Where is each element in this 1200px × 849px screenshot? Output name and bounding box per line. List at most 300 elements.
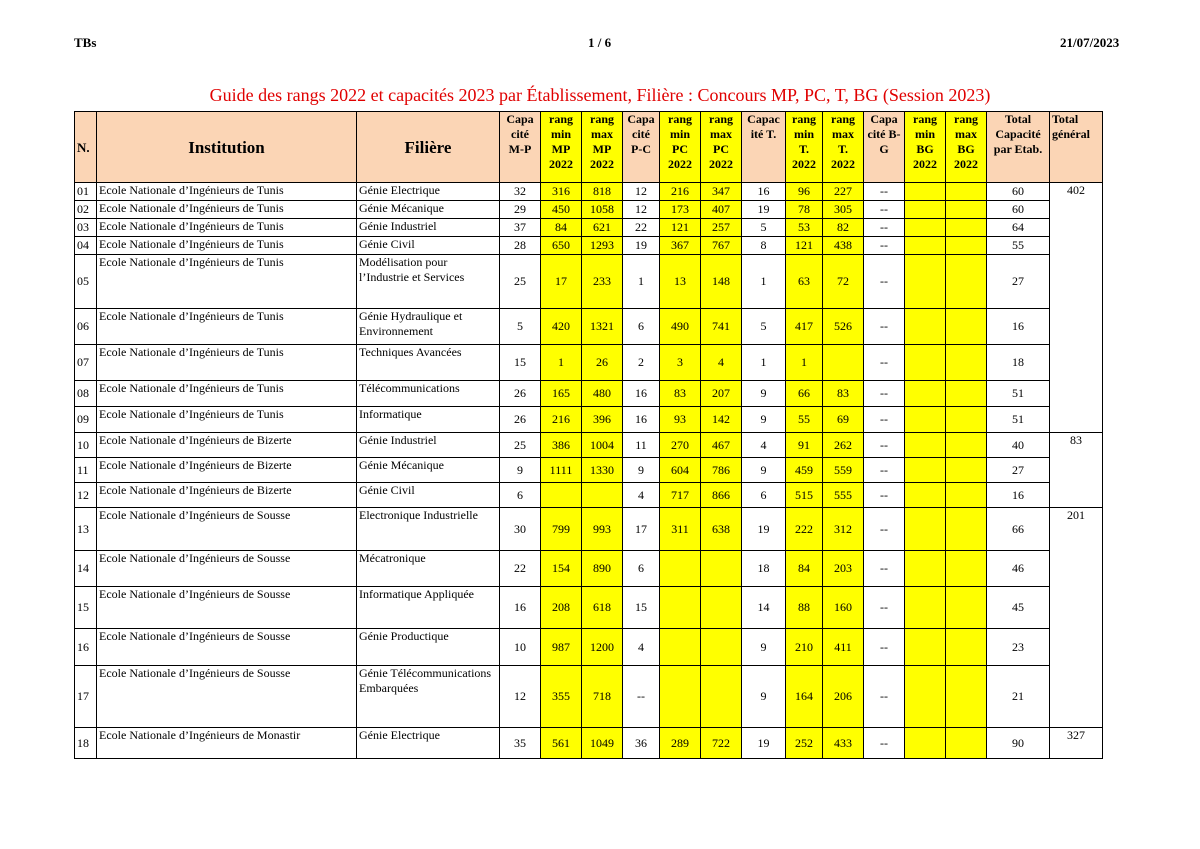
cap-bg-cell: -- (864, 508, 905, 551)
min-bg-cell (905, 201, 946, 219)
min-bg-cell (905, 407, 946, 433)
max-t-cell: 555 (823, 483, 864, 508)
min-mp-cell: 987 (541, 629, 582, 666)
table-row (75, 201, 1103, 219)
min-bg-cell (905, 551, 946, 587)
max-mp-cell: 1321 (582, 309, 623, 345)
max-pc-cell: 347 (701, 183, 742, 201)
cap-bg-cell: -- (864, 666, 905, 728)
table-row (75, 508, 1103, 551)
min-pc-cell (660, 587, 701, 629)
cap-mp-cell: 10 (500, 629, 541, 666)
min-pc-cell: 173 (660, 201, 701, 219)
row-number: 18 (75, 728, 97, 759)
cap-t-cell: 19 (742, 508, 786, 551)
min-pc-cell: 3 (660, 345, 701, 381)
row-number: 15 (75, 587, 97, 629)
min-mp-cell: 208 (541, 587, 582, 629)
max-bg-cell (946, 255, 987, 309)
min-t-cell: 55 (786, 407, 823, 433)
min-mp-cell: 355 (541, 666, 582, 728)
cap-pc-cell: 22 (623, 219, 660, 237)
cap-bg-cell: -- (864, 183, 905, 201)
max-bg-cell (946, 237, 987, 255)
max-t-cell: 438 (823, 237, 864, 255)
cap-t-cell: 5 (742, 219, 786, 237)
min-mp-cell: 450 (541, 201, 582, 219)
row-number: 02 (75, 201, 97, 219)
total-cap-cell: 55 (987, 237, 1050, 255)
institution-cell: Ecole Nationale d’Ingénieurs de Tunis (97, 345, 357, 381)
header-left: TBs (74, 35, 97, 50)
row-number: 17 (75, 666, 97, 728)
total-cap-cell: 66 (987, 508, 1050, 551)
min-pc-cell: 93 (660, 407, 701, 433)
max-bg-cell (946, 587, 987, 629)
max-bg-cell (946, 666, 987, 728)
cap-mp-cell: 25 (500, 255, 541, 309)
min-bg-cell (905, 345, 946, 381)
filiere-cell: Informatique Appliquée (357, 587, 500, 629)
col-institution: Institution (97, 112, 357, 183)
min-pc-cell: 216 (660, 183, 701, 201)
row-number: 14 (75, 551, 97, 587)
col-max-pc: rang max PC 2022 (701, 112, 742, 183)
cap-mp-cell: 35 (500, 728, 541, 759)
table-row (75, 483, 1103, 508)
min-mp-cell: 216 (541, 407, 582, 433)
max-t-cell: 312 (823, 508, 864, 551)
min-t-cell: 1 (786, 345, 823, 381)
cap-pc-cell: 12 (623, 183, 660, 201)
min-bg-cell (905, 183, 946, 201)
filiere-cell: Mécatronique (357, 551, 500, 587)
cap-t-cell: 18 (742, 551, 786, 587)
max-t-cell: 82 (823, 219, 864, 237)
min-t-cell: 66 (786, 381, 823, 407)
table-row (75, 587, 1103, 629)
filiere-cell: Télécommunications (357, 381, 500, 407)
max-bg-cell (946, 183, 987, 201)
max-pc-cell: 741 (701, 309, 742, 345)
min-t-cell: 84 (786, 551, 823, 587)
min-t-cell: 222 (786, 508, 823, 551)
row-number: 01 (75, 183, 97, 201)
cap-bg-cell: -- (864, 551, 905, 587)
table-row (75, 237, 1103, 255)
cap-mp-cell: 5 (500, 309, 541, 345)
max-mp-cell: 621 (582, 219, 623, 237)
cap-pc-cell: 6 (623, 309, 660, 345)
row-number: 06 (75, 309, 97, 345)
max-pc-cell: 638 (701, 508, 742, 551)
total-cap-cell: 27 (987, 458, 1050, 483)
cap-pc-cell: 6 (623, 551, 660, 587)
cap-t-cell: 4 (742, 433, 786, 458)
col-total-cap: Total Capacité par Etab. (987, 112, 1050, 183)
row-number: 16 (75, 629, 97, 666)
col-total-gen: Total général (1050, 112, 1103, 183)
max-t-cell: 160 (823, 587, 864, 629)
max-bg-cell (946, 407, 987, 433)
cap-t-cell: 16 (742, 183, 786, 201)
row-number: 04 (75, 237, 97, 255)
cap-bg-cell: -- (864, 309, 905, 345)
institution-cell: Ecole Nationale d’Ingénieurs de Sousse (97, 587, 357, 629)
filiere-cell: Modélisation pour l’Industrie et Services (357, 255, 500, 309)
total-general-cell: 201 (1050, 508, 1103, 728)
filiere-cell: Informatique (357, 407, 500, 433)
total-cap-cell: 40 (987, 433, 1050, 458)
cap-pc-cell: 16 (623, 381, 660, 407)
cap-pc-cell: 1 (623, 255, 660, 309)
total-cap-cell: 21 (987, 666, 1050, 728)
max-bg-cell (946, 345, 987, 381)
min-pc-cell: 311 (660, 508, 701, 551)
total-cap-cell: 45 (987, 587, 1050, 629)
table-row (75, 381, 1103, 407)
table-header-row (75, 112, 1103, 183)
cap-bg-cell: -- (864, 345, 905, 381)
total-cap-cell: 64 (987, 219, 1050, 237)
cap-mp-cell: 16 (500, 587, 541, 629)
col-cap-t: Capac ité T. (742, 112, 786, 183)
filiere-cell: Génie Mécanique (357, 458, 500, 483)
min-t-cell: 78 (786, 201, 823, 219)
min-pc-cell: 83 (660, 381, 701, 407)
row-number: 05 (75, 255, 97, 309)
row-number: 10 (75, 433, 97, 458)
cap-bg-cell: -- (864, 381, 905, 407)
min-pc-cell (660, 666, 701, 728)
table-row (75, 219, 1103, 237)
cap-mp-cell: 9 (500, 458, 541, 483)
cap-pc-cell: 2 (623, 345, 660, 381)
min-t-cell: 96 (786, 183, 823, 201)
max-mp-cell: 818 (582, 183, 623, 201)
cap-t-cell: 9 (742, 629, 786, 666)
cap-bg-cell: -- (864, 458, 905, 483)
min-t-cell: 53 (786, 219, 823, 237)
max-pc-cell: 142 (701, 407, 742, 433)
min-t-cell: 164 (786, 666, 823, 728)
min-mp-cell: 165 (541, 381, 582, 407)
cap-mp-cell: 6 (500, 483, 541, 508)
table-row (75, 629, 1103, 666)
max-bg-cell (946, 483, 987, 508)
max-bg-cell (946, 433, 987, 458)
row-number: 09 (75, 407, 97, 433)
institution-cell: Ecole Nationale d’Ingénieurs de Tunis (97, 201, 357, 219)
max-t-cell: 411 (823, 629, 864, 666)
max-pc-cell (701, 666, 742, 728)
cap-bg-cell: -- (864, 201, 905, 219)
total-cap-cell: 18 (987, 345, 1050, 381)
cap-pc-cell: 36 (623, 728, 660, 759)
min-pc-cell: 490 (660, 309, 701, 345)
max-t-cell: 72 (823, 255, 864, 309)
institution-cell: Ecole Nationale d’Ingénieurs de Sousse (97, 629, 357, 666)
max-bg-cell (946, 201, 987, 219)
min-t-cell: 88 (786, 587, 823, 629)
cap-mp-cell: 25 (500, 433, 541, 458)
max-pc-cell: 722 (701, 728, 742, 759)
max-pc-cell: 148 (701, 255, 742, 309)
cap-pc-cell: 17 (623, 508, 660, 551)
max-pc-cell: 207 (701, 381, 742, 407)
cap-t-cell: 8 (742, 237, 786, 255)
max-bg-cell (946, 381, 987, 407)
max-mp-cell: 718 (582, 666, 623, 728)
cap-mp-cell: 22 (500, 551, 541, 587)
col-min-t: rang min T. 2022 (786, 112, 823, 183)
min-pc-cell: 270 (660, 433, 701, 458)
cap-t-cell: 9 (742, 381, 786, 407)
max-pc-cell (701, 629, 742, 666)
max-pc-cell: 866 (701, 483, 742, 508)
min-bg-cell (905, 483, 946, 508)
table-row (75, 407, 1103, 433)
cap-t-cell: 9 (742, 407, 786, 433)
institution-cell: Ecole Nationale d’Ingénieurs de Tunis (97, 309, 357, 345)
col-filiere: Filière (357, 112, 500, 183)
cap-mp-cell: 37 (500, 219, 541, 237)
row-number: 12 (75, 483, 97, 508)
total-cap-cell: 23 (987, 629, 1050, 666)
table-row (75, 255, 1103, 309)
ranks-table (74, 111, 1103, 759)
min-t-cell: 252 (786, 728, 823, 759)
cap-bg-cell: -- (864, 219, 905, 237)
table-row (75, 551, 1103, 587)
cap-pc-cell: 4 (623, 629, 660, 666)
filiere-cell: Techniques Avancées (357, 345, 500, 381)
min-bg-cell (905, 433, 946, 458)
cap-pc-cell: -- (623, 666, 660, 728)
institution-cell: Ecole Nationale d’Ingénieurs de Tunis (97, 183, 357, 201)
table-row (75, 345, 1103, 381)
min-mp-cell: 84 (541, 219, 582, 237)
min-t-cell: 121 (786, 237, 823, 255)
min-mp-cell: 650 (541, 237, 582, 255)
row-number: 11 (75, 458, 97, 483)
min-pc-cell: 13 (660, 255, 701, 309)
total-cap-cell: 46 (987, 551, 1050, 587)
min-mp-cell: 386 (541, 433, 582, 458)
cap-pc-cell: 11 (623, 433, 660, 458)
min-pc-cell: 121 (660, 219, 701, 237)
max-mp-cell: 1004 (582, 433, 623, 458)
cap-pc-cell: 16 (623, 407, 660, 433)
cap-t-cell: 1 (742, 255, 786, 309)
table-row (75, 666, 1103, 728)
col-max-t: rang max T. 2022 (823, 112, 864, 183)
institution-cell: Ecole Nationale d’Ingénieurs de Sousse (97, 508, 357, 551)
min-bg-cell (905, 309, 946, 345)
max-mp-cell (582, 483, 623, 508)
filiere-cell: Electronique Industrielle (357, 508, 500, 551)
max-t-cell: 206 (823, 666, 864, 728)
min-mp-cell: 1 (541, 345, 582, 381)
col-min-mp: rang min MP 2022 (541, 112, 582, 183)
cap-bg-cell: -- (864, 407, 905, 433)
max-pc-cell (701, 551, 742, 587)
min-t-cell: 91 (786, 433, 823, 458)
max-pc-cell: 467 (701, 433, 742, 458)
max-t-cell: 83 (823, 381, 864, 407)
max-pc-cell: 767 (701, 237, 742, 255)
min-t-cell: 417 (786, 309, 823, 345)
row-number: 07 (75, 345, 97, 381)
filiere-cell: Génie Industriel (357, 433, 500, 458)
max-mp-cell: 396 (582, 407, 623, 433)
table-row (75, 433, 1103, 458)
max-t-cell: 433 (823, 728, 864, 759)
cap-t-cell: 6 (742, 483, 786, 508)
min-pc-cell: 717 (660, 483, 701, 508)
cap-pc-cell: 12 (623, 201, 660, 219)
max-t-cell (823, 345, 864, 381)
min-t-cell: 459 (786, 458, 823, 483)
col-n: N. (75, 112, 97, 183)
min-mp-cell: 420 (541, 309, 582, 345)
min-bg-cell (905, 728, 946, 759)
cap-bg-cell: -- (864, 483, 905, 508)
max-t-cell: 203 (823, 551, 864, 587)
cap-t-cell: 14 (742, 587, 786, 629)
cap-bg-cell: -- (864, 255, 905, 309)
total-general-cell: 402 (1050, 183, 1103, 433)
max-bg-cell (946, 728, 987, 759)
min-pc-cell: 604 (660, 458, 701, 483)
header-date: 21/07/2023 (1060, 35, 1120, 50)
filiere-cell: Génie Hydraulique et Environnement (357, 309, 500, 345)
cap-mp-cell: 30 (500, 508, 541, 551)
institution-cell: Ecole Nationale d’Ingénieurs de Bizerte (97, 483, 357, 508)
cap-t-cell: 5 (742, 309, 786, 345)
max-mp-cell: 1049 (582, 728, 623, 759)
col-cap-bg: Capa cité B- G (864, 112, 905, 183)
cap-t-cell: 9 (742, 666, 786, 728)
max-mp-cell: 618 (582, 587, 623, 629)
filiere-cell: Génie Civil (357, 237, 500, 255)
filiere-cell: Génie Productique (357, 629, 500, 666)
row-number: 03 (75, 219, 97, 237)
col-cap-pc: Capa cité P-C (623, 112, 660, 183)
min-mp-cell: 799 (541, 508, 582, 551)
row-number: 08 (75, 381, 97, 407)
min-pc-cell: 289 (660, 728, 701, 759)
table-row (75, 458, 1103, 483)
min-bg-cell (905, 255, 946, 309)
max-pc-cell: 4 (701, 345, 742, 381)
min-mp-cell: 1111 (541, 458, 582, 483)
total-cap-cell: 27 (987, 255, 1050, 309)
total-cap-cell: 60 (987, 201, 1050, 219)
min-pc-cell (660, 551, 701, 587)
max-t-cell: 262 (823, 433, 864, 458)
filiere-cell: Génie Electrique (357, 183, 500, 201)
cap-t-cell: 1 (742, 345, 786, 381)
cap-mp-cell: 26 (500, 381, 541, 407)
max-mp-cell: 26 (582, 345, 623, 381)
max-mp-cell: 480 (582, 381, 623, 407)
min-bg-cell (905, 587, 946, 629)
max-mp-cell: 1058 (582, 201, 623, 219)
table-row (75, 728, 1103, 759)
cap-t-cell: 19 (742, 201, 786, 219)
min-mp-cell: 154 (541, 551, 582, 587)
min-bg-cell (905, 237, 946, 255)
table-row (75, 183, 1103, 201)
institution-cell: Ecole Nationale d’Ingénieurs de Monastir (97, 728, 357, 759)
cap-mp-cell: 26 (500, 407, 541, 433)
institution-cell: Ecole Nationale d’Ingénieurs de Tunis (97, 237, 357, 255)
max-pc-cell: 257 (701, 219, 742, 237)
max-t-cell: 69 (823, 407, 864, 433)
page-title: Guide des rangs 2022 et capacités 2023 par Établissement, Filière : Concours MP, PC, T, BG (Session 2023) (209, 85, 991, 105)
min-bg-cell (905, 666, 946, 728)
institution-cell: Ecole Nationale d’Ingénieurs de Sousse (97, 666, 357, 728)
min-mp-cell: 17 (541, 255, 582, 309)
cap-t-cell: 9 (742, 458, 786, 483)
total-cap-cell: 60 (987, 183, 1050, 201)
total-general-cell: 327 (1050, 728, 1103, 759)
cap-pc-cell: 15 (623, 587, 660, 629)
max-pc-cell: 407 (701, 201, 742, 219)
min-bg-cell (905, 219, 946, 237)
total-cap-cell: 16 (987, 483, 1050, 508)
min-pc-cell (660, 629, 701, 666)
max-mp-cell: 233 (582, 255, 623, 309)
max-pc-cell: 786 (701, 458, 742, 483)
min-t-cell: 210 (786, 629, 823, 666)
max-bg-cell (946, 458, 987, 483)
max-mp-cell: 890 (582, 551, 623, 587)
filiere-cell: Génie Electrique (357, 728, 500, 759)
max-mp-cell: 993 (582, 508, 623, 551)
cap-mp-cell: 12 (500, 666, 541, 728)
min-mp-cell: 316 (541, 183, 582, 201)
max-t-cell: 227 (823, 183, 864, 201)
institution-cell: Ecole Nationale d’Ingénieurs de Tunis (97, 381, 357, 407)
cap-mp-cell: 29 (500, 201, 541, 219)
col-max-mp: rang max MP 2022 (582, 112, 623, 183)
max-mp-cell: 1293 (582, 237, 623, 255)
cap-mp-cell: 15 (500, 345, 541, 381)
institution-cell: Ecole Nationale d’Ingénieurs de Tunis (97, 407, 357, 433)
cap-bg-cell: -- (864, 237, 905, 255)
cap-pc-cell: 9 (623, 458, 660, 483)
cap-bg-cell: -- (864, 728, 905, 759)
total-cap-cell: 90 (987, 728, 1050, 759)
cap-pc-cell: 19 (623, 237, 660, 255)
cap-bg-cell: -- (864, 587, 905, 629)
max-t-cell: 559 (823, 458, 864, 483)
col-min-bg: rang min BG 2022 (905, 112, 946, 183)
max-bg-cell (946, 508, 987, 551)
institution-cell: Ecole Nationale d’Ingénieurs de Bizerte (97, 458, 357, 483)
cap-mp-cell: 28 (500, 237, 541, 255)
min-bg-cell (905, 629, 946, 666)
cap-bg-cell: -- (864, 629, 905, 666)
cap-bg-cell: -- (864, 433, 905, 458)
max-mp-cell: 1330 (582, 458, 623, 483)
institution-cell: Ecole Nationale d’Ingénieurs de Tunis (97, 219, 357, 237)
table-row (75, 309, 1103, 345)
total-cap-cell: 16 (987, 309, 1050, 345)
max-t-cell: 526 (823, 309, 864, 345)
